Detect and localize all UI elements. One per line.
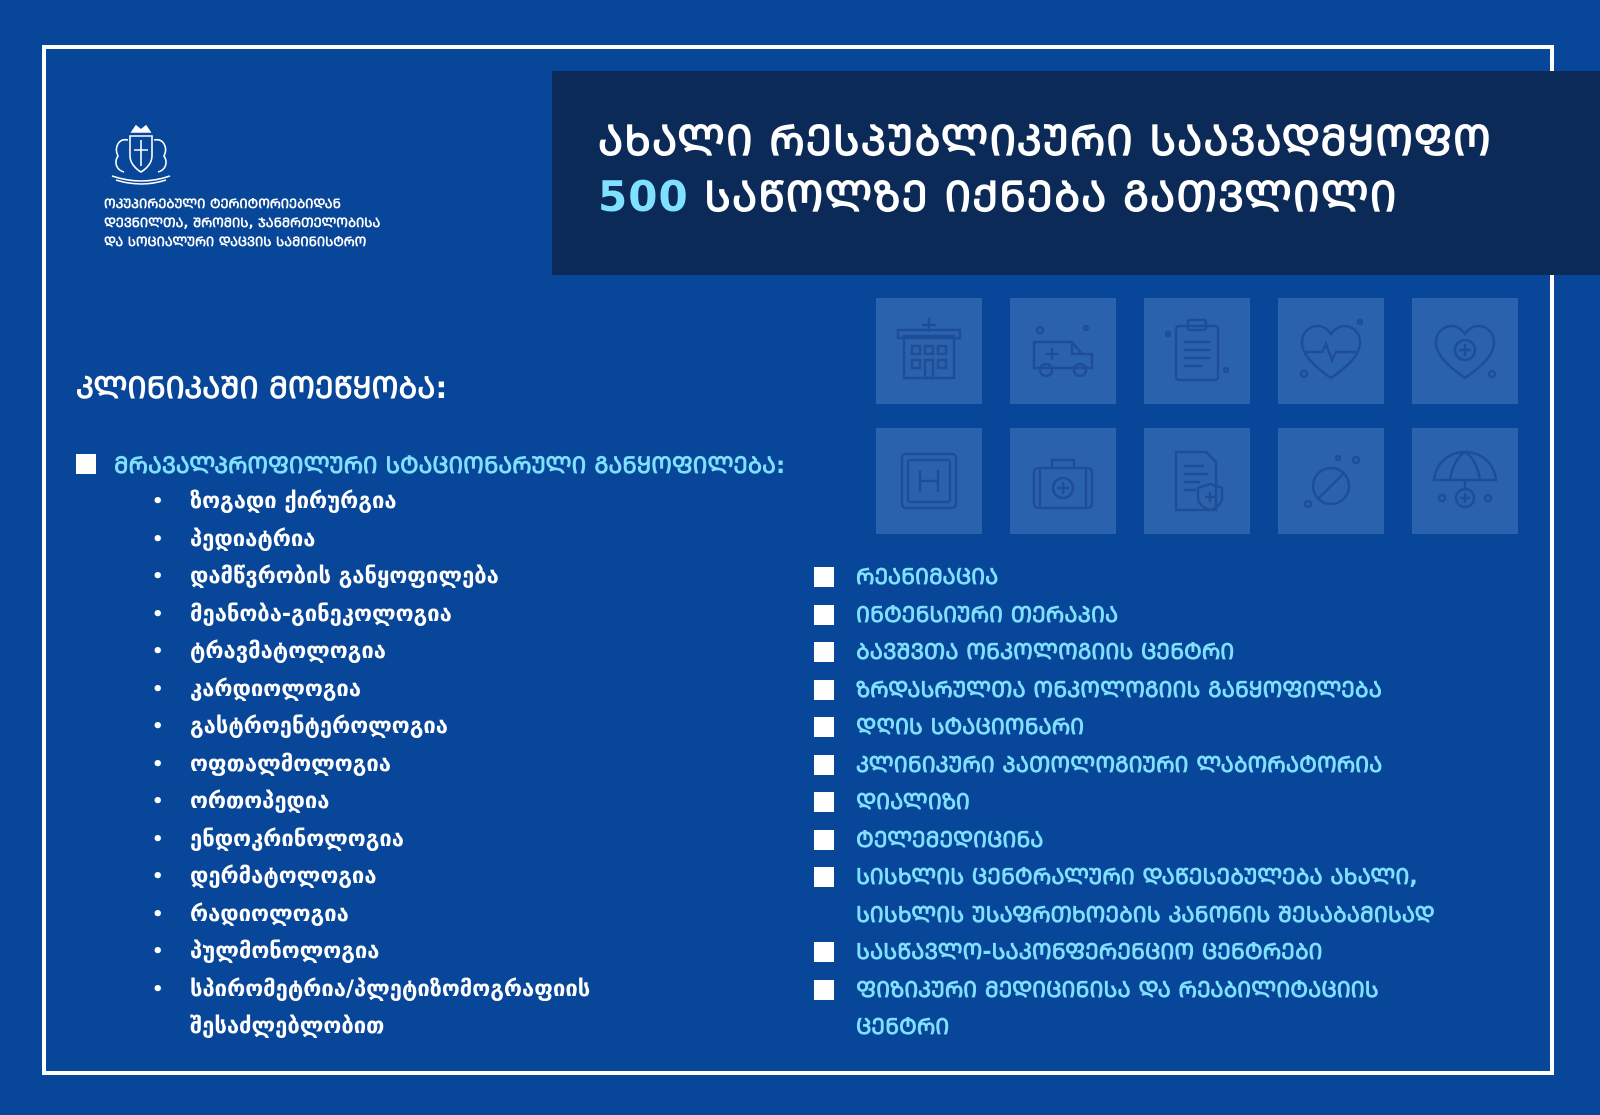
hospital-sign-icon xyxy=(876,428,982,534)
service-label: ᲠᲔᲐᲜᲘᲛᲐᲪᲘᲐ xyxy=(856,565,999,590)
square-bullet-icon xyxy=(814,980,834,1000)
list-item-label: დერმატოლოგია xyxy=(190,864,377,889)
list-item-label: ზოგადი ქირურგია xyxy=(190,489,397,514)
hospital-building-icon xyxy=(876,298,982,404)
sub-department-list xyxy=(152,483,590,1046)
service-item xyxy=(814,972,1435,1047)
service-label: ᲙᲚᲘᲜᲘᲙᲣᲠᲘ ᲞᲐᲗᲝᲚᲝᲒᲘᲣᲠᲘ ᲚᲐᲑᲝᲠᲐᲢᲝᲠᲘᲐ xyxy=(856,752,1383,778)
bullet-icon: • xyxy=(152,791,164,812)
service-item xyxy=(814,597,1435,635)
list-item-label: პედიატრია xyxy=(190,526,316,552)
service-item xyxy=(814,934,1435,972)
bullet-icon: • xyxy=(152,903,164,925)
bullet-icon: • xyxy=(152,678,164,700)
list-item-label: დამწვრობის განყოფილება xyxy=(190,564,499,589)
title-line-2-text: ᲡᲐᲬᲝᲚᲖᲔ ᲘᲥᲜᲔᲑᲐ ᲒᲐᲗᲕᲚᲘᲚᲘ xyxy=(704,172,1398,221)
service-item xyxy=(814,709,1435,747)
list-item-label: სპირომეტრია/პლეტიზომოგრაფიის xyxy=(190,976,591,1002)
list-item-label: გასტროენტეროლოგია xyxy=(190,714,448,739)
service-label: ᲖᲠᲓᲐᲡᲠᲣᲚᲗᲐ ᲝᲜᲙᲝᲚᲝᲒᲘᲘᲡ ᲒᲐᲜᲧᲝᲤᲘᲚᲔᲑᲐ xyxy=(856,677,1382,703)
bullet-icon: • xyxy=(152,866,164,887)
list-item-label: პულმონოლოგია xyxy=(190,939,380,964)
umbrella-cross-icon xyxy=(1412,428,1518,534)
service-item xyxy=(814,747,1435,785)
bullet-icon: • xyxy=(152,491,164,512)
square-bullet-icon xyxy=(814,830,834,850)
bullet-icon: • xyxy=(152,716,164,737)
list-item-continuation xyxy=(152,1008,590,1046)
main-item-label: ᲛᲠᲐᲕᲐᲚᲞᲠᲝᲤᲘᲚᲣᲠᲘ ᲡᲢᲐᲪᲘᲝᲜᲐᲠᲣᲚᲘ ᲒᲐᲜᲧᲝᲤᲘᲚᲔᲑᲐ: xyxy=(114,453,786,479)
list-item-label: რადიოლოგია xyxy=(190,901,349,927)
list-item-label: ორთოპედია xyxy=(190,789,330,814)
ministry-line-3: ᲓᲐ ᲡᲝᲪᲘᲐᲚᲣᲠᲘ ᲓᲐᲪᲕᲘᲡ ᲡᲐᲛᲘᲜᲘᲡᲢᲠᲝ xyxy=(104,235,367,250)
service-label: ᲡᲘᲡᲮᲚᲘᲡ ᲪᲔᲜᲢᲠᲐᲚᲣᲠᲘ ᲓᲐᲬᲔᲡᲔᲑᲣᲚᲔᲑᲐ ᲐᲮᲐᲚᲘ, ᲡᲘᲡᲮᲚᲘᲡ ᲣᲡᲐᲤᲠᲗᲮᲝᲔᲑᲘᲡ ᲙᲐᲜᲝᲜᲘᲡ ᲨᲔᲡᲐᲑᲐᲛᲘᲡᲐᲓ xyxy=(856,865,1435,928)
square-bullet-icon xyxy=(814,867,834,887)
square-bullet-icon xyxy=(814,567,834,587)
medical-kit-icon xyxy=(1010,428,1116,534)
title-banner xyxy=(552,71,1600,275)
ministry-line-1: ᲝᲙᲣᲞᲘᲠᲔᲑᲣᲚᲘ ᲢᲔᲠᲘᲢᲝᲠᲘᲔᲑᲘᲓᲐᲜ xyxy=(104,197,341,212)
service-label: ᲢᲔᲚᲔᲛᲔᲓᲘᲪᲘᲜᲐ xyxy=(856,827,1044,853)
bullet-icon: • xyxy=(152,753,164,775)
bullet-icon: • xyxy=(152,528,164,550)
bullet-icon: • xyxy=(152,941,164,962)
service-label: ᲘᲜᲢᲔᲜᲡᲘᲣᲠᲘ ᲗᲔᲠᲐᲞᲘᲐ xyxy=(856,602,1119,628)
list-item-label: კარდიოლოგია xyxy=(190,676,362,702)
medical-document-shield-icon xyxy=(1144,428,1250,534)
list-item xyxy=(152,858,590,896)
bullet-icon: • xyxy=(152,828,164,850)
list-item xyxy=(152,971,590,1009)
list-item xyxy=(152,708,590,746)
list-item-label: ტრავმატოლოგია xyxy=(190,639,386,664)
square-bullet-icon xyxy=(814,942,834,962)
service-label: ᲓᲦᲘᲡ ᲡᲢᲐᲪᲘᲝᲜᲐᲠᲘ xyxy=(856,715,1085,740)
service-item xyxy=(814,784,1435,822)
heart-cross-icon xyxy=(1412,298,1518,404)
list-item-label: მეანობა-გინეკოლოგია xyxy=(190,601,452,627)
square-bullet-icon xyxy=(814,605,834,625)
service-label: ᲑᲐᲕᲨᲕᲗᲐ ᲝᲜᲙᲝᲚᲝᲒᲘᲘᲡ ᲪᲔᲜᲢᲠᲘ xyxy=(856,640,1235,665)
pill-icon xyxy=(1278,428,1384,534)
square-bullet-icon xyxy=(76,454,96,474)
service-item xyxy=(814,559,1435,597)
service-label: ᲤᲘᲖᲘᲙᲣᲠᲘ ᲛᲔᲓᲘᲪᲘᲜᲘᲡᲐ ᲓᲐ ᲠᲔᲐᲑᲘᲚᲘᲢᲐᲪᲘᲘᲡ ᲪᲔᲜᲢᲠᲘ xyxy=(856,977,1379,1040)
title-line-2 xyxy=(598,169,1600,225)
service-item xyxy=(814,634,1435,672)
ministry-name xyxy=(104,195,380,252)
square-bullet-icon xyxy=(814,717,834,737)
service-item xyxy=(814,859,1435,934)
list-item xyxy=(152,596,590,634)
list-item-label: შესაძლებლობით xyxy=(190,1014,385,1039)
list-item xyxy=(152,558,590,596)
list-item xyxy=(152,821,590,859)
main-item xyxy=(76,448,785,480)
service-item xyxy=(814,822,1435,860)
heart-pulse-icon xyxy=(1278,298,1384,404)
bullet-icon: • xyxy=(152,566,164,587)
list-item xyxy=(152,671,590,709)
list-item xyxy=(152,783,590,821)
clipboard-icon xyxy=(1144,298,1250,404)
service-item xyxy=(814,672,1435,710)
section-heading: ᲙᲚᲘᲜᲘᲙᲐᲨᲘ ᲛᲝᲔᲬᲧᲝᲑᲐ: xyxy=(76,371,448,406)
square-bullet-icon xyxy=(814,680,834,700)
ministry-line-2: ᲓᲔᲕᲜᲘᲚᲗᲐ, ᲨᲠᲝᲛᲘᲡ, ᲯᲐᲜᲛᲠᲗᲔᲚᲝᲑᲘᲡᲐ xyxy=(104,216,381,231)
service-label: ᲓᲘᲐᲚᲘᲖᲘ xyxy=(856,790,970,815)
list-item-label: ენდოკრინოლოგია xyxy=(190,826,404,852)
list-item xyxy=(152,483,590,521)
list-item xyxy=(152,521,590,559)
services-list xyxy=(814,559,1435,1047)
bullet-icon: • xyxy=(152,641,164,662)
list-item xyxy=(152,633,590,671)
georgia-coat-of-arms-icon xyxy=(104,122,178,188)
list-item xyxy=(152,933,590,971)
list-item xyxy=(152,896,590,934)
list-item-label: ოფთალმოლოგია xyxy=(190,751,391,777)
list-item xyxy=(152,746,590,784)
square-bullet-icon xyxy=(814,792,834,812)
title-line-1: ᲐᲮᲐᲚᲘ ᲠᲔᲡᲞᲣᲑᲚᲘᲙᲣᲠᲘ ᲡᲐᲐᲕᲐᲓᲛᲧᲝᲤᲝ xyxy=(598,116,1492,165)
square-bullet-icon xyxy=(814,755,834,775)
service-label: ᲡᲐᲡᲬᲐᲕᲚᲝ-ᲡᲐᲙᲝᲜᲤᲔᲠᲔᲜᲪᲘᲝ ᲪᲔᲜᲢᲠᲔᲑᲘ xyxy=(856,940,1323,965)
bullet-icon: • xyxy=(152,978,164,1000)
square-bullet-icon xyxy=(814,642,834,662)
bullet-icon: • xyxy=(152,603,164,625)
bed-count: 500 xyxy=(598,172,689,221)
ambulance-icon xyxy=(1010,298,1116,404)
